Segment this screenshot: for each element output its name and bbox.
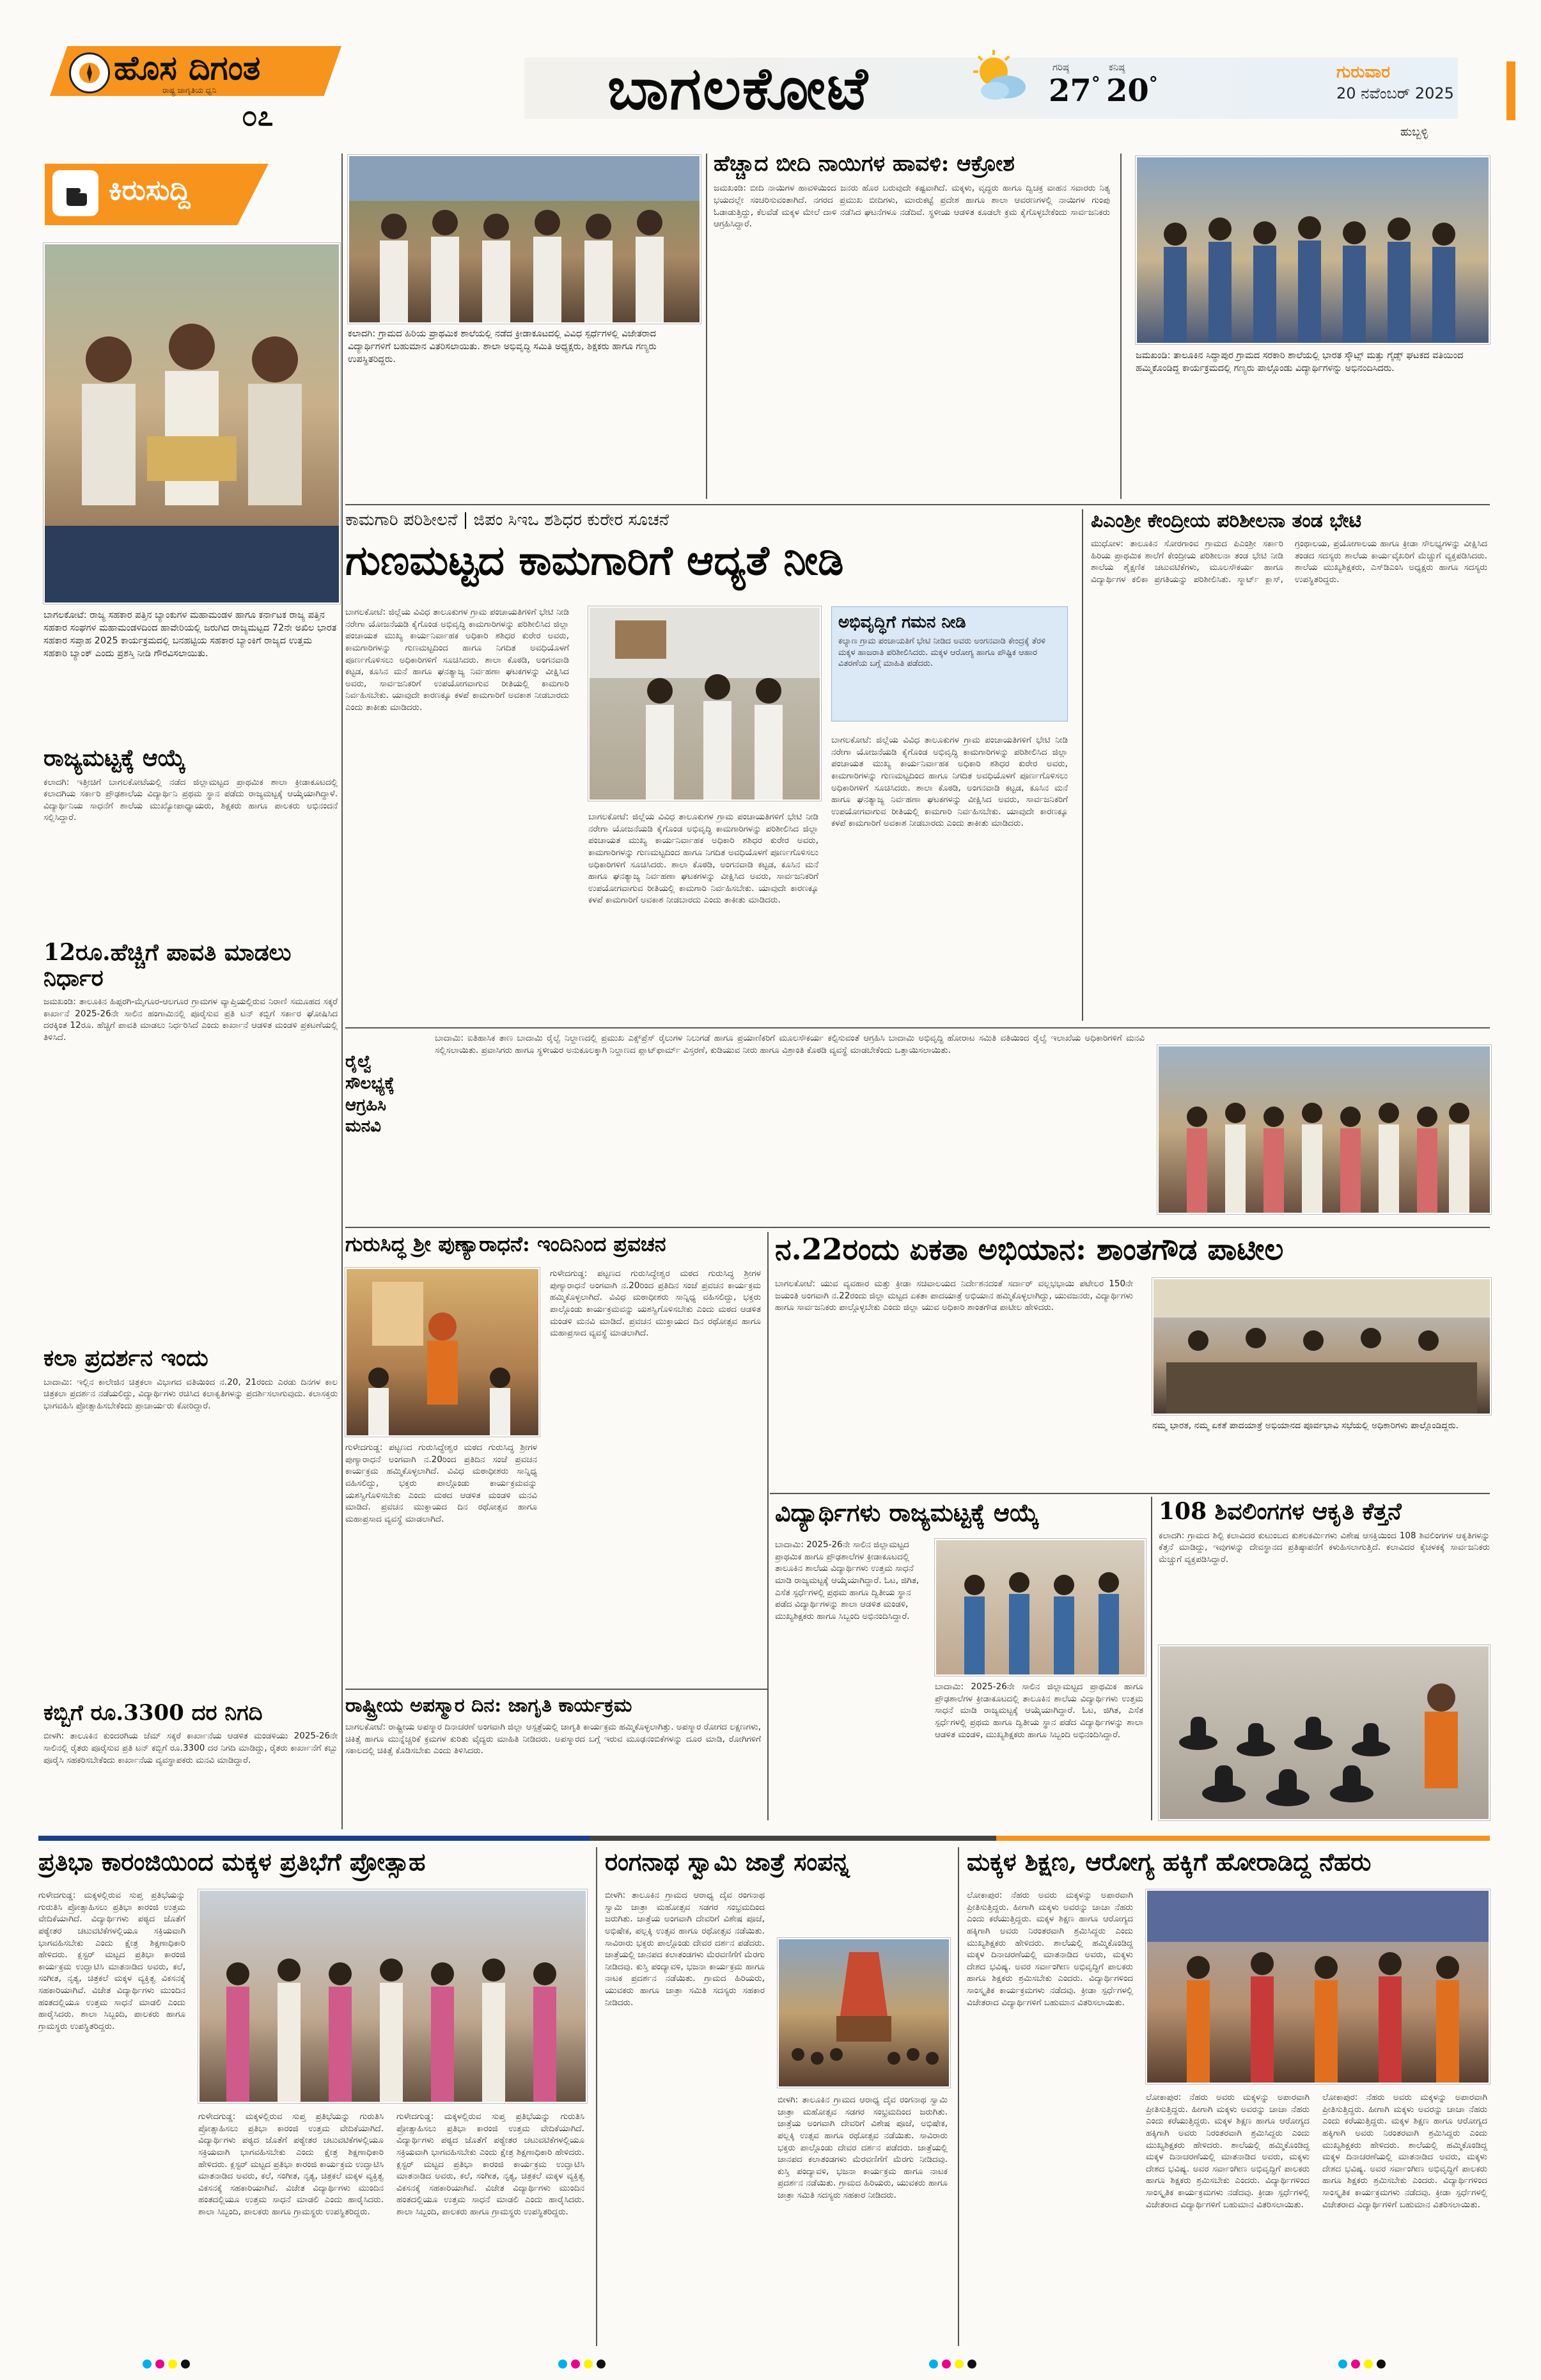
column-rule: [767, 1232, 769, 1820]
brief-2: [43, 940, 338, 1337]
school-photo-1: [348, 155, 701, 324]
epilepsy-story: [345, 1695, 761, 1823]
students-title: ವಿದ್ಯಾರ್ಥಿಗಳು ರಾಜ್ಯಮಟ್ಟಕ್ಕೆ ಆಯ್ಕೆ: [775, 1498, 1039, 1527]
degree-sign: °: [1091, 73, 1100, 94]
shivalinga-story: [1159, 1499, 1490, 1819]
orange-edge: [1506, 61, 1515, 120]
photo-caption-1: ಕಲಾದಗಿ: ಗ್ರಾಮದ ಹಿರಿಯ ಪ್ರಾಥಮಿಕ ಶಾಲೆಯಲ್ಲಿ ನಡೆದ ಕ್ರೀಡಾಕೂಟದಲ್ಲಿ ವಿವಿಧ ಸ್ಪರ್ಧೆಗಳಲ್ಲಿ ವಿಜೇತರಾದ ವಿದ್ಯಾರ್ಥಿಗಳಿಗೆ ಬಹುಮಾನ ವಿತರಿಸಲಾಯಿತು. ಶಾಲಾ ಅಭಿವೃದ್ಧಿ ಸಮಿತಿ ಅಧ್ಯಕ್ಷರು, ಶಿಕ್ಷಕರು ಹಾಗೂ ಗಣ್ಯರು ಉಪಸ್ಥಿತರಿದ್ದರು.: [348, 329, 657, 365]
shivalinga-photo: [1159, 1645, 1490, 1820]
bottom-photo-1: [198, 1889, 587, 2103]
bottom-text-cont: ಬೀಳಗಿ: ತಾಲೂಕಿನ ಗ್ರಾಮದ ಆರಾಧ್ಯ ದೈವ ರಂಗನಾಥ ಸ್ವಾಮಿ ಜಾತ್ರಾ ಮಹೋತ್ಸವ ಸಡಗರ ಸಂಭ್ರಮದಿಂದ ಜರುಗಿತು. ಜಾತ್ರೆಯ ಅಂಗವಾಗಿ ದೇವರಿಗೆ ವಿಶೇಷ ಪೂಜೆ, ಅಭಿಷೇಕ, ಪಲ್ಲಕ್ಕಿ ಉತ್ಸವ ಹಾಗೂ ರಥೋತ್ಸವ ನಡೆಯಿತು. ಸಾವಿರಾರು ಭಕ್ತರು ಪಾಲ್ಗೊಂಡು ದೇವರ ದರ್ಶನ ಪಡೆದರು. ಜಾತ್ರೆಯಲ್ಲಿ ಜಾನಪದ ಕಲಾತಂಡಗಳು ಮೆರವಣಿಗೆಗೆ ಮೆರಗು ನೀಡಿದವು. ಕುಸ್ತಿ ಪಂದ್ಯಾವಳಿ, ಭಜನಾ ಕಾರ್ಯಕ್ರಮ ಹಾಗೂ ನಾಟಕ ಪ್ರದರ್ಶನ ನಡೆಯಿತು. ಗ್ರಾಮದ ಹಿರಿಯರು, ಯುವಕರು ಹಾಗೂ ಜಾತ್ರಾ ಸಮಿತಿ ಸದಸ್ಯರು ಸಹಕಾರ ನೀಡಿದರು.: [778, 2095, 948, 2200]
bottom-title: ಪ್ರತಿಭಾ ಕಾರಂಜಿಯಿಂದ ಮಕ್ಕಳ ಪ್ರತಿಭೆಗೆ ಪ್ರೋತ್ಸಾಹ: [38, 1847, 426, 1876]
min-temp: [1106, 74, 1158, 108]
hand-point-icon: [52, 170, 98, 216]
lead-text-col-2: ಬಾಗಲಕೋಟೆ: ಜಿಲ್ಲೆಯ ವಿವಿಧ ತಾಲೂಕುಗಳ ಗ್ರಾಮ ಪಂಚಾಯತಿಗಳಿಗೆ ಭೇಟಿ ನೀಡಿ ನರೇಗಾ ಯೋಜನೆಯಡಿ ಕೈಗೊಂಡ ಅಭಿವೃದ್ಧಿ ಕಾಮಗಾರಿಗಳನ್ನು ಪರಿಶೀಲಿಸಿದ ಜಿಲ್ಲಾ ಪಂಚಾಯತ ಮುಖ್ಯ ಕಾರ್ಯನಿರ್ವಾಹಕ ಅಧಿಕಾರಿ ಶಶಿಧರ ಕುರೇರ ಅವರು, ಕಾಮಗಾರಿಗಳನ್ನು ಗುಣಮಟ್ಟದಿಂದ ಹಾಗೂ ನಿಗದಿತ ಅವಧಿಯೊಳಗೆ ಪೂರ್ಣಗೊಳಿಸಲು ಅಧಿಕಾರಿಗಳಿಗೆ ಸೂಚಿಸಿದರು. ಶಾಲಾ ಕೊಠಡಿ, ಅಂಗನವಾಡಿ ಕಟ್ಟಡ, ಕೂಸಿನ ಮನೆ ಹಾಗೂ ಘನತ್ಯಾಜ್ಯ ನಿರ್ವಹಣಾ ಘಟಕಗಳನ್ನು ವೀಕ್ಷಿಸಿದ ಅವರು, ಸಾರ್ವಜನಿಕರಿಗೆ ಉಪಯೋಗವಾಗುವ ರೀತಿಯಲ್ಲಿ ಕಾಮಗಾರಿ ನಿರ್ವಹಿಸಬೇಕು. ಯಾವುದೇ ಕಾರಣಕ್ಕೂ ಕಳಪೆ ಕಾಮಗಾರಿಗೆ ಅವಕಾಶ ನೀಡಬಾರದು ಎಂದು ತಾಕೀತು ಮಾಡಿದರು.: [588, 812, 818, 906]
epilepsy-title: ರಾಷ್ಟ್ರೀಯ ಅಪಸ್ಮಾರ ದಿನ: ಜಾಗೃತಿ ಕಾರ್ಯಕ್ರಮ: [345, 1694, 632, 1717]
brand-tagline: ರಾಷ್ಟ್ರ ಜಾಗೃತಿಯ ಧ್ವನಿ: [162, 86, 217, 95]
railway-story: [345, 1032, 1490, 1224]
guru-photo: [345, 1268, 540, 1437]
bottom-story-2: [605, 1848, 950, 2347]
photo-caption-2: ಜಮಖಂಡಿ: ತಾಲೂಕಿನ ಸಿದ್ಧಾಪುರ ಗ್ರಾಮದ ಸರಕಾರಿ ಶಾಲೆಯಲ್ಲಿ ಭಾರತ ಸ್ಕೌಟ್ಸ್ ಮತ್ತು ಗೈಡ್ಸ್ ಘಟಕದ ವತಿಯಿಂದ ಹಮ್ಮಿಕೊಂಡಿದ್ದ ಕಾರ್ಯಕ್ರಮದಲ್ಲಿ ಗಣ್ಯರು ಪಾಲ್ಗೊಂಡು ವಿದ್ಯಾರ್ಥಿಗಳನ್ನು ಅಭಿನಂದಿಸಿದರು.: [1136, 351, 1464, 374]
shivalinga-text: ಕಲಾದಗಿ: ಗ್ರಾಮದ ಶಿಲ್ಪಿ ಕಲಾವಿದರ ಕುಟುಂಬದ ಕುಶಲಕರ್ಮಿಗಳು ವಿಶೇಷ ಆಸಕ್ತಿಯಿಂದ 108 ಶಿವಲಿಂಗಗಳ ಆಕೃತಿಗಳನ್ನು ಕೆತ್ತನೆ ಮಾಡಿದ್ದು, ಇವುಗಳನ್ನು ದೇವಸ್ಥಾನದ ಪ್ರತಿಷ್ಠಾಪನೆಗೆ ಕಳುಹಿಸಲಾಗುತ್ತಿದೆ. ಕಲಾವಿದರ ಕೈಚಳಕಕ್ಕೆ ಸಾರ್ವಜನಿಕರು ಮೆಚ್ಚುಗೆ ವ್ಯಕ್ತಪಡಿಸಿದ್ದಾರೆ.: [1159, 1530, 1490, 1564]
students-text-cont: ಬಾದಾಮಿ: 2025-26ನೇ ಸಾಲಿನ ಜಿಲ್ಲಾಮಟ್ಟದ ಪ್ರಾಥಮಿಕ ಹಾಗೂ ಪ್ರೌಢಶಾಲೆಗಳ ಕ್ರೀಡಾಕೂಟದಲ್ಲಿ ತಾಲೂಕಿನ ಶಾಲೆಯ ವಿದ್ಯಾರ್ಥಿಗಳು ಉತ್ತಮ ಸಾಧನೆ ಮಾಡಿ ರಾಜ್ಯಮಟ್ಟಕ್ಕೆ ಆಯ್ಕೆಯಾಗಿದ್ದಾರೆ. ಓಟ, ಜಿಗಿತ, ಎಸೆತ ಸ್ಪರ್ಧೆಗಳಲ್ಲಿ ಪ್ರಥಮ ಹಾಗೂ ದ್ವಿತೀಯ ಸ್ಥಾನ ಪಡೆದ ವಿದ್ಯಾರ್ಥಿಗಳನ್ನು ಶಾಲಾ ಆಡಳಿತ ಮಂಡಳಿ, ಮುಖ್ಯಶಿಕ್ಷಕರು ಹಾಗೂ ಸಿಬ್ಬಂದಿ ಅಭಿನಂದಿಸಿದ್ದಾರೆ.: [935, 1682, 1143, 1740]
lead-title: ಗುಣಮಟ್ಟದ ಕಾಮಗಾರಿಗೆ ಆದ್ಯತೆ ನೀಡಿ: [345, 537, 844, 585]
column-rule: [1151, 1497, 1152, 1820]
section-rule: [345, 504, 1490, 505]
column-rule: [341, 154, 343, 1829]
award-photo: [43, 243, 340, 604]
degree-sign: °: [1148, 73, 1158, 94]
brief-1: [43, 746, 338, 931]
ekata-caption: ನಮ್ಮ ಭಾರತ, ನಮ್ಮ ಏಕತೆ ಪಾದಯಾತ್ರೆ ಅಭಿಯಾನದ ಪೂರ್ವಭಾವಿ ಸಭೆಯಲ್ಲಿ ಅಧಿಕಾರಿಗಳು ಪಾಲ್ಗೊಂಡಿದ್ದರು.: [1152, 1421, 1459, 1431]
weekday: ಗುರುವಾರ: [1336, 63, 1390, 82]
lead-kicker: ಕಾಮಗಾರಿ ಪರಿಶೀಲನೆ | ಜಿಪಂ ಸಿಇಒ ಶಶಿಧರ ಕುರೇರ ಸೂಚನೆ: [345, 510, 669, 530]
column-rule: [958, 1847, 959, 2346]
column-rule: [706, 154, 707, 499]
bottom-story-3: [967, 1848, 1490, 2347]
pmshri-text: ಮುಧೋಳ: ತಾಲೂಕಿನ ಸೋರಗಾಂವ ಗ್ರಾಮದ ಪಿಎಂಶ್ರೀ ಸರ್ಕಾರಿ ಹಿರಿಯ ಪ್ರಾಥಮಿಕ ಶಾಲೆಗೆ ಕೇಂದ್ರೀಯ ಪರಿಶೀಲನಾ ತಂಡ ಭೇಟಿ ನೀಡಿ ಶಾಲೆಯ ಶೈಕ್ಷಣಿಕ ಚಟುವಟಿಕೆಗಳು, ಮೂಲಸೌಕರ್ಯ ಹಾಗೂ ವಿದ್ಯಾರ್ಥಿಗಳ ಕಲಿಕಾ ಪ್ರಗತಿಯನ್ನು ಪರಿಶೀಲಿಸಿತು. ಸ್ಮಾರ್ಟ್ ಕ್ಲಾಸ್, ಗ್ರಂಥಾಲಯ, ಪ್ರಯೋಗಾಲಯ ಹಾಗೂ ಕ್ರೀಡಾ ಸೌಲಭ್ಯಗಳನ್ನು ವೀಕ್ಷಿಸಿದ ತಂಡದ ಸದಸ್ಯರು ಶಾಲೆಯ ಕಾರ್ಯವೈಖರಿಗೆ ಮೆಚ್ಚುಗೆ ವ್ಯಕ್ತಪಡಿಸಿದರು. ಶಾಲೆಯ ಮುಖ್ಯಶಿಕ್ಷಕರು, ಎಸ್‌ಡಿಎಂಸಿ ಅಧ್ಯಕ್ಷರು ಹಾಗೂ ಸದಸ್ಯರು ಉಪಸ್ಥಿತರಿದ್ದರು.: [1091, 539, 1487, 585]
bottom-text: ಲೋಕಾಪುರ: ನೆಹರು ಅವರು ಮಕ್ಕಳನ್ನು ಅಪಾರವಾಗಿ ಪ್ರೀತಿಸುತ್ತಿದ್ದರು. ಹೀಗಾಗಿ ಮಕ್ಕಳು ಅವರನ್ನು ಚಾಚಾ ನೆಹರು ಎಂದು ಕರೆಯುತ್ತಿದ್ದರು. ಮಕ್ಕಳ ಶಿಕ್ಷಣ ಹಾಗೂ ಆರೋಗ್ಯದ ಹಕ್ಕಿಗಾಗಿ ಅವರು ನಿರಂತರವಾಗಿ ಶ್ರಮಿಸಿದ್ದರು ಎಂದು ಮುಖ್ಯಶಿಕ್ಷಕರು ಹೇಳಿದರು. ಶಾಲೆಯಲ್ಲಿ ಹಮ್ಮಿಕೊಂಡಿದ್ದ ಮಕ್ಕಳ ದಿನಾಚರಣೆಯಲ್ಲಿ ಮಾತನಾಡಿದ ಅವರು, ಮಕ್ಕಳು ದೇಶದ ಭವಿಷ್ಯ. ಅವರ ಸರ್ವಾಂಗೀಣ ಅಭಿವೃದ್ಧಿಗೆ ಪಾಲಕರು ಹಾಗೂ ಶಿಕ್ಷಕರು ಶ್ರಮಿಸಬೇಕು ಎಂದರು. ವಿದ್ಯಾರ್ಥಿಗಳಿಂದ ಸಾಂಸ್ಕೃತಿಕ ಕಾರ್ಯಕ್ರಮಗಳು ನಡೆದವು. ಕ್ರೀಡಾ ಸ್ಪರ್ಧೆಗಳಲ್ಲಿ ವಿಜೇತರಾದ ವಿದ್ಯಾರ್ಥಿಗಳಿಗೆ ಬಹುಮಾನ ವಿತರಿಸಲಾಯಿತು.: [967, 1890, 1133, 2008]
brand-block: [50, 46, 341, 136]
registration-marks: [0, 2355, 1541, 2373]
masthead: [0, 0, 1541, 152]
brief-text: ಬೀಳಗಿ: ತಾಲೂಕಿನ ಕುಂದರಗಿಯ ಜೆಮ್ ಸಕ್ಕರೆ ಕಾರ್ಖಾನೆಯ ಆಡಳಿತ ಮಂಡಳಿಯು 2025-26ನೇ ಸಾಲಿನಲ್ಲಿ ರೈತರು ಪೂರೈಸುವ ಪ್ರತಿ ಟನ್ ಕಬ್ಬಿಗೆ ರೂ.3300 ದರ ನಿಗದಿ ಮಾಡಿದ್ದು, ರೈತರು ಕಾರ್ಖಾನೆಗೆ ಕಬ್ಬು ಪೂರೈಸಿ ಸಹಕರಿಸಬೇಕೆಂದು ಕಾರ್ಖಾನೆಯ ವ್ಯವಸ್ಥಾಪಕರು ಮನವಿ ಮಾಡಿದ್ದಾರೆ.: [43, 1731, 338, 1765]
max-temp: [1049, 74, 1100, 108]
students-photo: [935, 1539, 1146, 1676]
brand-logo-icon: [69, 52, 110, 93]
section-rule: [770, 1493, 1490, 1494]
guru-text-cont: ಗುಳೇದಗುಡ್ಡ: ಪಟ್ಟಣದ ಗುರುಸಿದ್ಧೇಶ್ವರ ಮಠದ ಗುರುಸಿದ್ಧ ಶ್ರೀಗಳ ಪುಣ್ಯಾರಾಧನೆ ಅಂಗವಾಗಿ ನ.20ರಿಂದ ಪ್ರತಿದಿನ ಸಂಜೆ ಪ್ರವಚನ ಕಾರ್ಯಕ್ರಮ ಹಮ್ಮಿಕೊಳ್ಳಲಾಗಿದೆ. ವಿವಿಧ ಮಠಾಧೀಶರು ಸಾನ್ನಿಧ್ಯ ವಹಿಸಲಿದ್ದು, ಭಕ್ತರು ಪಾಲ್ಗೊಂಡು ಕಾರ್ಯಕ್ರಮವನ್ನು ಯಶಸ್ವಿಗೊಳಿಸಬೇಕು ಎಂದು ಮಠದ ಆಡಳಿತ ಮಂಡಳಿ ಮನವಿ ಮಾಡಿದೆ. ಪ್ರವಚನ ಮುಕ್ತಾಯದ ದಿನ ರಥೋತ್ಸವ ಹಾಗೂ ಮಹಾಪ್ರಸಾದ ವ್ಯವಸ್ಥೆ ಮಾಡಲಾಗಿದೆ.: [550, 1268, 761, 1339]
bottom-text-cont-2: ಲೋಕಾಪುರ: ನೆಹರು ಅವರು ಮಕ್ಕಳನ್ನು ಅಪಾರವಾಗಿ ಪ್ರೀತಿಸುತ್ತಿದ್ದರು. ಹೀಗಾಗಿ ಮಕ್ಕಳು ಅವರನ್ನು ಚಾಚಾ ನೆಹರು ಎಂದು ಕರೆಯುತ್ತಿದ್ದರು. ಮಕ್ಕಳ ಶಿಕ್ಷಣ ಹಾಗೂ ಆರೋಗ್ಯದ ಹಕ್ಕಿಗಾಗಿ ಅವರು ನಿರಂತರವಾಗಿ ಶ್ರಮಿಸಿದ್ದರು ಎಂದು ಮುಖ್ಯಶಿಕ್ಷಕರು ಹೇಳಿದರು. ಶಾಲೆಯಲ್ಲಿ ಹಮ್ಮಿಕೊಂಡಿದ್ದ ಮಕ್ಕಳ ದಿನಾಚರಣೆಯಲ್ಲಿ ಮಾತನಾಡಿದ ಅವರು, ಮಕ್ಕಳು ದೇಶದ ಭವಿಷ್ಯ. ಅವರ ಸರ್ವಾಂಗೀಣ ಅಭಿವೃದ್ಧಿಗೆ ಪಾಲಕರು ಹಾಗೂ ಶಿಕ್ಷಕರು ಶ್ರಮಿಸಬೇಕು ಎಂದರು. ವಿದ್ಯಾರ್ಥಿಗಳಿಂದ ಸಾಂಸ್ಕೃತಿಕ ಕಾರ್ಯಕ್ರಮಗಳು ನಡೆದವು. ಕ್ರೀಡಾ ಸ್ಪರ್ಧೆಗಳಲ್ಲಿ ವಿಜೇತರಾದ ವಿದ್ಯಾರ್ಥಿಗಳಿಗೆ ಬಹುಮಾನ ವಿತರಿಸಲಾಯಿತು.: [1322, 2092, 1487, 2210]
issue-date: 20 ನವೆಂಬರ್ 2025: [1336, 84, 1454, 102]
edition-title: ಬಾಗಲಕೋಟೆ: [607, 54, 869, 123]
brand-name: ಹೊಸ ದಿಗಂತ: [114, 49, 261, 88]
shivalinga-title: 108 ಶಿವಲಿಂಗಗಳ ಆಕೃತಿ ಕೆತ್ತನೆ: [1159, 1498, 1402, 1525]
min-temp-label: ಕನಿಷ್ಠ: [1109, 61, 1125, 73]
dog-story-title: ಹೆಚ್ಚಾದ ಬೀದಿ ನಾಯಿಗಳ ಹಾವಳಿ: ಆಕ್ರೋಶ: [714, 151, 1015, 177]
railway-label: ರೈಲ್ವೆ ಸೌಲಭ್ಯಕ್ಕೆ ಆಗ್ರಹಿಸಿ ಮನವಿ: [345, 1052, 395, 1137]
bottom-text: ಬೀಳಗಿ: ತಾಲೂಕಿನ ಗ್ರಾಮದ ಆರಾಧ್ಯ ದೈವ ರಂಗನಾಥ ಸ್ವಾಮಿ ಜಾತ್ರಾ ಮಹೋತ್ಸವ ಸಡಗರ ಸಂಭ್ರಮದಿಂದ ಜರುಗಿತು. ಜಾತ್ರೆಯ ಅಂಗವಾಗಿ ದೇವರಿಗೆ ವಿಶೇಷ ಪೂಜೆ, ಅಭಿಷೇಕ, ಪಲ್ಲಕ್ಕಿ ಉತ್ಸವ ಹಾಗೂ ರಥೋತ್ಸವ ನಡೆಯಿತು. ಸಾವಿರಾರು ಭಕ್ತರು ಪಾಲ್ಗೊಂಡು ದೇವರ ದರ್ಶನ ಪಡೆದರು. ಜಾತ್ರೆಯಲ್ಲಿ ಜಾನಪದ ಕಲಾತಂಡಗಳು ಮೆರವಣಿಗೆಗೆ ಮೆರಗು ನೀಡಿದವು. ಕುಸ್ತಿ ಪಂದ್ಯಾವಳಿ, ಭಜನಾ ಕಾರ್ಯಕ್ರಮ ಹಾಗೂ ನಾಟಕ ಪ್ರದರ್ಶನ ನಡೆಯಿತು. ಗ್ರಾಮದ ಹಿರಿಯರು, ಯುವಕರು ಹಾಗೂ ಜಾತ್ರಾ ಸಮಿತಿ ಸದಸ್ಯರು ಸಹಕಾರ ನೀಡಿದರು.: [605, 1890, 765, 2008]
bottom-band: [38, 1836, 1490, 1841]
railway-text: ಬಾದಾಮಿ: ಐತಿಹಾಸಿಕ ತಾಣ ಬಾದಾಮಿ ರೈಲ್ವೆ ನಿಲ್ದಾಣದಲ್ಲಿ ಪ್ರಮುಖ ಎಕ್ಸ್‌ಪ್ರೆಸ್ ರೈಲುಗಳ ನಿಲುಗಡೆ ಹಾಗೂ ಪ್ರಯಾಣಿಕರಿಗೆ ಮೂಲಸೌಕರ್ಯ ಕಲ್ಪಿಸುವಂತೆ ಆಗ್ರಹಿಸಿ ಬಾದಾಮಿ ಅಭಿವೃದ್ಧಿ ಹೋರಾಟ ಸಮಿತಿ ವತಿಯಿಂದ ರೈಲ್ವೆ ಇಲಾಖೆಯ ಅಧಿಕಾರಿಗಳಿಗೆ ಮನವಿ ಸಲ್ಲಿಸಲಾಯಿತು. ಪ್ರವಾಸಿಗರು ಹಾಗೂ ಸ್ಥಳೀಯರ ಅನುಕೂಲಕ್ಕಾಗಿ ನಿಲ್ದಾಣದ ಪ್ಲಾಟ್‌ಫಾರ್ಮ್ ವಿಸ್ತರಣೆ, ಕುಡಿಯುವ ನೀರು ಹಾಗೂ ವಿಶ್ರಾಂತಿ ಕೊಠಡಿ ವ್ಯವಸ್ಥೆ ಮಾಡಬೇಕೆಂದು ಒತ್ತಾಯಿಸಲಾಯಿತು.: [435, 1033, 1145, 1055]
lead-story: [345, 510, 1074, 1022]
ekata-text: ಬಾಗಲಕೋಟೆ: ಯುವ ವ್ಯವಹಾರ ಮತ್ತು ಕ್ರೀಡಾ ಸಚಿವಾಲಯದ ನಿರ್ದೇಶನದಂತೆ ಸರ್ದಾರ್ ವಲ್ಲಭಭಾಯಿ ಪಟೇಲರ 150ನೇ ಜಯಂತಿ ಅಂಗವಾಗಿ ನ.22ರಂದು ಜಿಲ್ಲಾ ಮಟ್ಟದ ಏಕತಾ ಪಾದಯಾತ್ರೆ ಅಭಿಯಾನ ಹಮ್ಮಿಕೊಳ್ಳಲಾಗಿದ್ದು, ಯುವಜನರು, ವಿದ್ಯಾರ್ಥಿಗಳು ಹಾಗೂ ಸಾರ್ವಜನಿಕರು ಪಾಲ್ಗೊಳ್ಳಬೇಕು ಎಂದು ಜಿಲ್ಲಾ ಯುವ ಅಧಿಕಾರಿ ಶಾಂತಗೌಡ ಪಾಟೀಲ ಹೇಳಿದರು.: [775, 1279, 1133, 1313]
kirusuddi-label: ಕಿರುಸುದ್ದಿ: [109, 174, 191, 207]
pmshri-story: [1091, 510, 1487, 1022]
ekata-story: [775, 1233, 1490, 1489]
guru-story: [345, 1233, 761, 1681]
column-rule: [596, 1847, 597, 2346]
lead-text-col-3: ಬಾಗಲಕೋಟೆ: ಜಿಲ್ಲೆಯ ವಿವಿಧ ತಾಲೂಕುಗಳ ಗ್ರಾಮ ಪಂಚಾಯತಿಗಳಿಗೆ ಭೇಟಿ ನೀಡಿ ನರೇಗಾ ಯೋಜನೆಯಡಿ ಕೈಗೊಂಡ ಅಭಿವೃದ್ಧಿ ಕಾಮಗಾರಿಗಳನ್ನು ಪರಿಶೀಲಿಸಿದ ಜಿಲ್ಲಾ ಪಂಚಾಯತ ಮುಖ್ಯ ಕಾರ್ಯನಿರ್ವಾಹಕ ಅಧಿಕಾರಿ ಶಶಿಧರ ಕುರೇರ ಅವರು, ಕಾಮಗಾರಿಗಳನ್ನು ಗುಣಮಟ್ಟದಿಂದ ಹಾಗೂ ನಿಗದಿತ ಅವಧಿಯೊಳಗೆ ಪೂರ್ಣಗೊಳಿಸಲು ಅಧಿಕಾರಿಗಳಿಗೆ ಸೂಚಿಸಿದರು. ಶಾಲಾ ಕೊಠಡಿ, ಅಂಗನವಾಡಿ ಕಟ್ಟಡ, ಕೂಸಿನ ಮನೆ ಹಾಗೂ ಘನತ್ಯಾಜ್ಯ ನಿರ್ವಹಣಾ ಘಟಕಗಳನ್ನು ವೀಕ್ಷಿಸಿದ ಅವರು, ಸಾರ್ವಜನಿಕರಿಗೆ ಉಪಯೋಗವಾಗುವ ರೀತಿಯಲ್ಲಿ ಕಾಮಗಾರಿ ನಿರ್ವಹಿಸಬೇಕು. ಯಾವುದೇ ಕಾರಣಕ್ಕೂ ಕಳಪೆ ಕಾಮಗಾರಿಗೆ ಅವಕಾಶ ನೀಡಬಾರದು ಎಂದು ತಾಕೀತು ಮಾಡಿದರು.: [831, 735, 1068, 829]
column-rule: [1120, 154, 1122, 499]
scouts-photo: [1136, 156, 1490, 344]
bottom-title: ಮಕ್ಕಳ ಶಿಕ್ಷಣ, ಆರೋಗ್ಯ ಹಕ್ಕಿಗೆ ಹೋರಾಡಿದ್ದ ನೆಹರು: [967, 1847, 1372, 1876]
section-rule: [345, 1689, 767, 1690]
pmshri-title: ಪಿಎಂಶ್ರೀ ಕೇಂದ್ರೀಯ ಪರಿಶೀಲನಾ ತಂಡ ಭೇಟಿ: [1091, 510, 1362, 532]
section-rule: [345, 1227, 1490, 1228]
bottom-story-1: [38, 1848, 588, 2347]
lead-text-col-1: ಬಾಗಲಕೋಟೆ: ಜಿಲ್ಲೆಯ ವಿವಿಧ ತಾಲೂಕುಗಳ ಗ್ರಾಮ ಪಂಚಾಯತಿಗಳಿಗೆ ಭೇಟಿ ನೀಡಿ ನರೇಗಾ ಯೋಜನೆಯಡಿ ಕೈಗೊಂಡ ಅಭಿವೃದ್ಧಿ ಕಾಮಗಾರಿಗಳನ್ನು ಪರಿಶೀಲಿಸಿದ ಜಿಲ್ಲಾ ಪಂಚಾಯತ ಮುಖ್ಯ ಕಾರ್ಯನಿರ್ವಾಹಕ ಅಧಿಕಾರಿ ಶಶಿಧರ ಕುರೇರ ಅವರು, ಕಾಮಗಾರಿಗಳನ್ನು ಗುಣಮಟ್ಟದಿಂದ ಹಾಗೂ ನಿಗದಿತ ಅವಧಿಯೊಳಗೆ ಪೂರ್ಣಗೊಳಿಸಲು ಅಧಿಕಾರಿಗಳಿಗೆ ಸೂಚಿಸಿದರು. ಶಾಲಾ ಕೊಠಡಿ, ಅಂಗನವಾಡಿ ಕಟ್ಟಡ, ಕೂಸಿನ ಮನೆ ಹಾಗೂ ಘನತ್ಯಾಜ್ಯ ನಿರ್ವಹಣಾ ಘಟಕಗಳನ್ನು ವೀಕ್ಷಿಸಿದ ಅವರು, ಸಾರ್ವಜನಿಕರಿಗೆ ಉಪಯೋಗವಾಗುವ ರೀತಿಯಲ್ಲಿ ಕಾಮಗಾರಿ ನಿರ್ವಹಿಸಬೇಕು. ಯಾವುದೇ ಕಾರಣಕ್ಕೂ ಕಳಪೆ ಕಾಮಗಾರಿಗೆ ಅವಕಾಶ ನೀಡಬಾರದು ಎಂದು ತಾಕೀತು ಮಾಡಿದರು.: [345, 607, 569, 713]
bottom-text-cont: ಲೋಕಾಪುರ: ನೆಹರು ಅವರು ಮಕ್ಕಳನ್ನು ಅಪಾರವಾಗಿ ಪ್ರೀತಿಸುತ್ತಿದ್ದರು. ಹೀಗಾಗಿ ಮಕ್ಕಳು ಅವರನ್ನು ಚಾಚಾ ನೆಹರು ಎಂದು ಕರೆಯುತ್ತಿದ್ದರು. ಮಕ್ಕಳ ಶಿಕ್ಷಣ ಹಾಗೂ ಆರೋಗ್ಯದ ಹಕ್ಕಿಗಾಗಿ ಅವರು ನಿರಂತರವಾಗಿ ಶ್ರಮಿಸಿದ್ದರು ಎಂದು ಮುಖ್ಯಶಿಕ್ಷಕರು ಹೇಳಿದರು. ಶಾಲೆಯಲ್ಲಿ ಹಮ್ಮಿಕೊಂಡಿದ್ದ ಮಕ್ಕಳ ದಿನಾಚರಣೆಯಲ್ಲಿ ಮಾತನಾಡಿದ ಅವರು, ಮಕ್ಕಳು ದೇಶದ ಭವಿಷ್ಯ. ಅವರ ಸರ್ವಾಂಗೀಣ ಅಭಿವೃದ್ಧಿಗೆ ಪಾಲಕರು ಹಾಗೂ ಶಿಕ್ಷಕರು ಶ್ರಮಿಸಬೇಕು ಎಂದರು. ವಿದ್ಯಾರ್ಥಿಗಳಿಂದ ಸಾಂಸ್ಕೃತಿಕ ಕಾರ್ಯಕ್ರಮಗಳು ನಡೆದವು. ಕ್ರೀಡಾ ಸ್ಪರ್ಧೆಗಳಲ್ಲಿ ವಿಜೇತರಾದ ವಿದ್ಯಾರ್ಥಿಗಳಿಗೆ ಬಹುಮಾನ ವಿತರಿಸಲಾಯಿತು.: [1146, 2092, 1310, 2210]
railway-photo: [1157, 1045, 1491, 1214]
brief-text: ಜಮಖಂಡಿ: ತಾಲೂಕಿನ ಹಿಪ್ಪರಗಿ-ಮೈಗೂರ-ಆಲಗೂರ ಗ್ರಾಮಗಳ ವ್ಯಾಪ್ತಿಯಲ್ಲಿರುವ ನಿರಾಣಿ ಸಮೂಹದ ಸಕ್ಕರೆ ಕಾರ್ಖಾನೆ 2025-26ನೇ ಸಾಲಿನ ಹಂಗಾಮಿನಲ್ಲಿ ಪೂರೈಸುವ ಪ್ರತಿ ಟನ್ ಕಬ್ಬಿಗೆ ಸರ್ಕಾರ ಘೋಷಿಸಿದ ದರಕ್ಕಿಂತ 12ರೂ. ಹೆಚ್ಚಿಗೆ ಪಾವತಿ ಮಾಡಲು ನಿರ್ಧರಿಸಿದೆ ಎಂದು ಕಾರ್ಖಾನೆ ಆಡಳಿತ ಮಂಡಳಿ ಪ್ರಕಟಣೆಯಲ್ಲಿ ತಿಳಿಸಿದೆ.: [43, 997, 338, 1043]
lead-highlight-box: [831, 606, 1068, 721]
place: ಹುಬ್ಬಳ್ಳಿ: [1400, 125, 1428, 139]
guru-text: ಗುಳೇದಗುಡ್ಡ: ಪಟ್ಟಣದ ಗುರುಸಿದ್ಧೇಶ್ವರ ಮಠದ ಗುರುಸಿದ್ಧ ಶ್ರೀಗಳ ಪುಣ್ಯಾರಾಧನೆ ಅಂಗವಾಗಿ ನ.20ರಿಂದ ಪ್ರತಿದಿನ ಸಂಜೆ ಪ್ರವಚನ ಕಾರ್ಯಕ್ರಮ ಹಮ್ಮಿಕೊಳ್ಳಲಾಗಿದೆ. ವಿವಿಧ ಮಠಾಧೀಶರು ಸಾನ್ನಿಧ್ಯ ವಹಿಸಲಿದ್ದು, ಭಕ್ತರು ಪಾಲ್ಗೊಂಡು ಕಾರ್ಯಕ್ರಮವನ್ನು ಯಶಸ್ವಿಗೊಳಿಸಬೇಕು ಎಂದು ಮಠದ ಆಡಳಿತ ಮಂಡಳಿ ಮನವಿ ಮಾಡಿದೆ. ಪ್ರವಚನ ಮುಕ್ತಾಯದ ದಿನ ರಥೋತ್ಸವ ಹಾಗೂ ಮಹಾಪ್ರಸಾದ ವ್ಯವಸ್ಥೆ ಮಾಡಲಾಗಿದೆ.: [345, 1442, 537, 1524]
brief-title: ಕಬ್ಬಿಗೆ ರೂ.3300 ದರ ನಿಗದಿ: [43, 1700, 263, 1726]
column-rule: [1082, 509, 1083, 1021]
max-temp-value: 27: [1049, 73, 1091, 109]
bottom-text: ಗುಳೇದಗುಡ್ಡ: ಮಕ್ಕಳಲ್ಲಿರುವ ಸುಪ್ತ ಪ್ರತಿಭೆಯನ್ನು ಗುರುತಿಸಿ ಪ್ರೋತ್ಸಾಹಿಸಲು ಪ್ರತಿಭಾ ಕಾರಂಜಿ ಉತ್ತಮ ವೇದಿಕೆಯಾಗಿದೆ. ವಿದ್ಯಾರ್ಥಿಗಳು ಪಠ್ಯದ ಜೊತೆಗೆ ಪಠ್ಯೇತರ ಚಟುವಟಿಕೆಗಳಲ್ಲಿಯೂ ಸಕ್ರಿಯವಾಗಿ ಭಾಗವಹಿಸಬೇಕು ಎಂದು ಕ್ಷೇತ್ರ ಶಿಕ್ಷಣಾಧಿಕಾರಿ ಹೇಳಿದರು. ಕ್ಲಸ್ಟರ್ ಮಟ್ಟದ ಪ್ರತಿಭಾ ಕಾರಂಜಿ ಕಾರ್ಯಕ್ರಮ ಉದ್ಘಾಟಿಸಿ ಮಾತನಾಡಿದ ಅವರು, ಕಲೆ, ಸಂಗೀತ, ನೃತ್ಯ, ಚಿತ್ರಕಲೆ ಮಕ್ಕಳ ವ್ಯಕ್ತಿತ್ವ ವಿಕಸನಕ್ಕೆ ಸಹಕಾರಿಯಾಗಿವೆ. ವಿಜೇತ ವಿದ್ಯಾರ್ಥಿಗಳು ಮುಂದಿನ ಹಂತದಲ್ಲಿಯೂ ಉತ್ತಮ ಸಾಧನೆ ಮಾಡಲಿ ಎಂದು ಹಾರೈಸಿದರು. ಶಾಲಾ ಸಿಬ್ಬಂದಿ, ಪಾಲಕರು ಹಾಗೂ ಗ್ರಾಮಸ್ಥರು ಉಪಸ್ಥಿತರಿದ್ದರು.: [38, 1890, 185, 2031]
ekata-title: ನ.22ರಂದು ಏಕತಾ ಅಭಿಯಾನ: ಶಾಂತಗೌಡ ಪಾಟೀಲ: [775, 1232, 1284, 1266]
students-story: [775, 1499, 1146, 1819]
bottom-text-cont: ಗುಳೇದಗುಡ್ಡ: ಮಕ್ಕಳಲ್ಲಿರುವ ಸುಪ್ತ ಪ್ರತಿಭೆಯನ್ನು ಗುರುತಿಸಿ ಪ್ರೋತ್ಸಾಹಿಸಲು ಪ್ರತಿಭಾ ಕಾರಂಜಿ ಉತ್ತಮ ವೇದಿಕೆಯಾಗಿದೆ. ವಿದ್ಯಾರ್ಥಿಗಳು ಪಠ್ಯದ ಜೊತೆಗೆ ಪಠ್ಯೇತರ ಚಟುವಟಿಕೆಗಳಲ್ಲಿಯೂ ಸಕ್ರಿಯವಾಗಿ ಭಾಗವಹಿಸಬೇಕು ಎಂದು ಕ್ಷೇತ್ರ ಶಿಕ್ಷಣಾಧಿಕಾರಿ ಹೇಳಿದರು. ಕ್ಲಸ್ಟರ್ ಮಟ್ಟದ ಪ್ರತಿಭಾ ಕಾರಂಜಿ ಕಾರ್ಯಕ್ರಮ ಉದ್ಘಾಟಿಸಿ ಮಾತನಾಡಿದ ಅವರು, ಕಲೆ, ಸಂಗೀತ, ನೃತ್ಯ, ಚಿತ್ರಕಲೆ ಮಕ್ಕಳ ವ್ಯಕ್ತಿತ್ವ ವಿಕಸನಕ್ಕೆ ಸಹಕಾರಿಯಾಗಿವೆ. ವಿಜೇತ ವಿದ್ಯಾರ್ಥಿಗಳು ಮುಂದಿನ ಹಂತದಲ್ಲಿಯೂ ಉತ್ತಮ ಸಾಧನೆ ಮಾಡಲಿ ಎಂದು ಹಾರೈಸಿದರು. ಶಾಲಾ ಸಿಬ್ಬಂದಿ, ಪಾಲಕರು ಹಾಗೂ ಗ್ರಾಮಸ್ಥರು ಉಪಸ್ಥಿತರಿದ್ದರು.: [198, 2111, 384, 2217]
lead-photo: [588, 606, 821, 801]
brief-text: ಬಾದಾಮಿ: ಇಲ್ಲಿನ ಕಾಲೇಜಿನ ಚಿತ್ರಕಲಾ ವಿಭಾಗದ ವತಿಯಿಂದ ನ.20, 21ರಂದು ಎರಡು ದಿನಗಳ ಕಾಲ ಚಿತ್ರಕಲಾ ಪ್ರದರ್ಶನ ನಡೆಯಲಿದ್ದು, ವಿದ್ಯಾರ್ಥಿಗಳು ರಚಿಸಿದ ಕಲಾಕೃತಿಗಳನ್ನು ಪ್ರದರ್ಶಿಸಲಾಗುವುದು. ಕಲಾಸಕ್ತರು ಭಾಗವಹಿಸಿ ಪ್ರೋತ್ಸಾಹಿಸಬೇಕೆಂದು ಪ್ರಾಚಾರ್ಯರು ಕೋರಿದ್ದಾರೆ.: [43, 1376, 338, 1411]
epilepsy-text: ಬಾಗಲಕೋಟೆ: ರಾಷ್ಟ್ರೀಯ ಅಪಸ್ಮಾರ ದಿನಾಚರಣೆ ಅಂಗವಾಗಿ ಜಿಲ್ಲಾ ಆಸ್ಪತ್ರೆಯಲ್ಲಿ ಜಾಗೃತಿ ಕಾರ್ಯಕ್ರಮ ಹಮ್ಮಿಕೊಳ್ಳಲಾಗಿತ್ತು. ಅಪಸ್ಮಾರ ರೋಗದ ಲಕ್ಷಣಗಳು, ಚಿಕಿತ್ಸೆ ಹಾಗೂ ಮುನ್ನೆಚ್ಚರಿಕೆ ಕ್ರಮಗಳ ಕುರಿತು ವೈದ್ಯರು ಮಾಹಿತಿ ನೀಡಿದರು. ಅಪಸ್ಮಾರದ ಬಗ್ಗೆ ಇರುವ ಮೂಢನಂಬಿಕೆಗಳನ್ನು ದೂರ ಮಾಡಿ, ರೋಗಿಗಳಿಗೆ ಸಕಾಲದಲ್ಲಿ ಚಿಕಿತ್ಸೆ ಕೊಡಿಸಬೇಕು ಎಂದು ತಿಳಿಸಿದರು.: [345, 1722, 761, 1756]
ekata-photo: [1152, 1278, 1491, 1415]
dog-story-text: ಜಮಖಂಡಿ: ಬೀದಿ ನಾಯಿಗಳ ಹಾವಳಿಯಿಂದ ಜನರು ಹೊರ ಬರುವುದೇ ಕಷ್ಟವಾಗಿದೆ. ಮಕ್ಕಳು, ವೃದ್ಧರು ಹಾಗೂ ದ್ವಿಚಕ್ರ ವಾಹನ ಸವಾರರು ನಿತ್ಯ ಭಯದಲ್ಲೇ ಸಂಚರಿಸುವಂತಾಗಿದೆ. ನಗರದ ಪ್ರಮುಖ ಬೀದಿಗಳು, ಮಾರುಕಟ್ಟೆ ಪ್ರದೇಶ ಹಾಗೂ ಶಾಲಾ ಆವರಣಗಳಲ್ಲಿ ನಾಯಿಗಳ ಗುಂಪು ಓಡಾಡುತ್ತಿದ್ದು, ಕೆಲವೆಡೆ ಮಕ್ಕಳ ಮೇಲೆ ದಾಳಿ ನಡೆಸಿದ ಘಟನೆಗಳೂ ನಡೆದಿವೆ. ಸ್ಥಳೀಯ ಆಡಳಿತ ಕೂಡಲೇ ಕ್ರಮ ಕೈಗೊಳ್ಳಬೇಕೆಂದು ಸಾರ್ವಜನಿಕರು ಆಗ್ರಹಿಸಿದ್ದಾರೆ.: [714, 183, 1110, 230]
guru-title: ಗುರುಸಿದ್ಧ ಶ್ರೀ ಪುಣ್ಯಾರಾಧನೆ: ಇಂದಿನಿಂದ ಪ್ರವಚನ: [345, 1232, 666, 1256]
students-text: ಬಾದಾಮಿ: 2025-26ನೇ ಸಾಲಿನ ಜಿಲ್ಲಾಮಟ್ಟದ ಪ್ರಾಥಮಿಕ ಹಾಗೂ ಪ್ರೌಢಶಾಲೆಗಳ ಕ್ರೀಡಾಕೂಟದಲ್ಲಿ ತಾಲೂಕಿನ ಶಾಲೆಯ ವಿದ್ಯಾರ್ಥಿಗಳು ಉತ್ತಮ ಸಾಧನೆ ಮಾಡಿ ರಾಜ್ಯಮಟ್ಟಕ್ಕೆ ಆಯ್ಕೆಯಾಗಿದ್ದಾರೆ. ಓಟ, ಜಿಗಿತ, ಎಸೆತ ಸ್ಪರ್ಧೆಗಳಲ್ಲಿ ಪ್ರಥಮ ಹಾಗೂ ದ್ವಿತೀಯ ಸ್ಥಾನ ಪಡೆದ ವಿದ್ಯಾರ್ಥಿಗಳನ್ನು ಶಾಲಾ ಆಡಳಿತ ಮಂಡಳಿ, ಮುಖ್ಯಶಿಕ್ಷಕರು ಹಾಗೂ ಸಿಬ್ಬಂದಿ ಅಭಿನಂದಿಸಿದ್ದಾರೆ.: [775, 1540, 919, 1621]
highlight-text: ಕಲ್ಯಾಣ ಗ್ರಾಮ ಪಂಚಾಯತಿಗೆ ಭೇಟಿ ನೀಡಿದ ಅವರು ಅಂಗನವಾಡಿ ಕೇಂದ್ರಕ್ಕೆ ತೆರಳಿ ಮಕ್ಕಳ ಹಾಜರಾತಿ ಪರಿಶೀಲಿಸಿದರು. ಮಕ್ಕಳ ಆರೋಗ್ಯ ಹಾಗೂ ಪೌಷ್ಟಿಕ ಆಹಾರ ವಿತರಣೆಯ ಬಗ್ಗೆ ಮಾಹಿತಿ ಪಡೆದರು.: [838, 636, 1046, 669]
page-number: ೦೭: [242, 100, 274, 132]
award-caption: ಬಾಗಲಕೋಟೆ: ರಾಜ್ಯ ಸಹಕಾರ ಪತ್ತಿನ ಬ್ಯಾಂಕುಗಳ ಮಹಾಮಂಡಳ ಹಾಗೂ ಕರ್ನಾಟಕ ರಾಜ್ಯ ಪತ್ತಿನ ಸಹಕಾರ ಸಂಘಗಳ ಮಹಾಮಂಡಳದಿಂದ ಹಾವೇರಿಯಲ್ಲಿ ಜರುಗಿದ ರಾಜ್ಯಮಟ್ಟದ 72ನೇ ಅಖಿಲ ಭಾರತ ಸಹಕಾರ ಸಪ್ತಾಹ 2025 ಕಾರ್ಯಕ್ರಮದಲ್ಲಿ ಬನಹಟ್ಟಿಯ ಸಹಕಾರ ಬ್ಯಾಂಕಿಗೆ ರಾಜ್ಯದ ಉತ್ತಮ ಸಹಕಾರಿ ಬ್ಯಾಂಕ್ ಎಂದು ಪ್ರಶಸ್ತಿ ನೀಡಿ ಗೌರವಿಸಲಾಯಿತು.: [43, 610, 337, 659]
bottom-title: ರಂಗನಾಥ ಸ್ವಾಮಿ ಜಾತ್ರೆ ಸಂಪನ್ನ: [605, 1847, 850, 1876]
bottom-photo-3: [1146, 1889, 1490, 2084]
section-rule: [345, 1027, 1490, 1028]
bottom-photo-2: [778, 1938, 950, 2088]
min-temp-value: 20: [1106, 73, 1149, 109]
dog-story: [714, 152, 1110, 498]
bottom-text-cont-2: ಗುಳೇದಗುಡ್ಡ: ಮಕ್ಕಳಲ್ಲಿರುವ ಸುಪ್ತ ಪ್ರತಿಭೆಯನ್ನು ಗುರುತಿಸಿ ಪ್ರೋತ್ಸಾಹಿಸಲು ಪ್ರತಿಭಾ ಕಾರಂಜಿ ಉತ್ತಮ ವೇದಿಕೆಯಾಗಿದೆ. ವಿದ್ಯಾರ್ಥಿಗಳು ಪಠ್ಯದ ಜೊತೆಗೆ ಪಠ್ಯೇತರ ಚಟುವಟಿಕೆಗಳಲ್ಲಿಯೂ ಸಕ್ರಿಯವಾಗಿ ಭಾಗವಹಿಸಬೇಕು ಎಂದು ಕ್ಷೇತ್ರ ಶಿಕ್ಷಣಾಧಿಕಾರಿ ಹೇಳಿದರು. ಕ್ಲಸ್ಟರ್ ಮಟ್ಟದ ಪ್ರತಿಭಾ ಕಾರಂಜಿ ಕಾರ್ಯಕ್ರಮ ಉದ್ಘಾಟಿಸಿ ಮಾತನಾಡಿದ ಅವರು, ಕಲೆ, ಸಂಗೀತ, ನೃತ್ಯ, ಚಿತ್ರಕಲೆ ಮಕ್ಕಳ ವ್ಯಕ್ತಿತ್ವ ವಿಕಸನಕ್ಕೆ ಸಹಕಾರಿಯಾಗಿವೆ. ವಿಜೇತ ವಿದ್ಯಾರ್ಥಿಗಳು ಮುಂದಿನ ಹಂತದಲ್ಲಿಯೂ ಉತ್ತಮ ಸಾಧನೆ ಮಾಡಲಿ ಎಂದು ಹಾರೈಸಿದರು. ಶಾಲಾ ಸಿಬ್ಬಂದಿ, ಪಾಲಕರು ಹಾಗೂ ಗ್ರಾಮಸ್ಥರು ಉಪಸ್ಥಿತರಿದ್ದರು.: [396, 2111, 584, 2217]
kirusuddi-column: [38, 154, 344, 1829]
max-temp-label: ಗರಿಷ್ಠ: [1052, 61, 1070, 73]
brief-title: ರಾಜ್ಯಮಟ್ಟಕ್ಕೆ ಆಯ್ಕೆ: [43, 745, 186, 771]
brief-text: ಕಲಾದಗಿ: ಇತ್ತೀಚಿಗೆ ಬಾಗಲಕೋಟೆಯಲ್ಲಿ ನಡೆದ ಜಿಲ್ಲಾಮಟ್ಟದ ಪ್ರಾಥಮಿಕ ಶಾಲಾ ಕ್ರೀಡಾಕೂಟದಲ್ಲಿ ಕಲಾದಗಿಯ ಸರ್ಕಾರಿ ಪ್ರೌಢಶಾಲೆಯ ವಿದ್ಯಾರ್ಥಿನಿ ಪ್ರಥಮ ಸ್ಥಾನ ಪಡೆದು ರಾಜ್ಯಮಟ್ಟಕ್ಕೆ ಆಯ್ಕೆಯಾಗಿದ್ದಾಳೆ. ವಿದ್ಯಾರ್ಥಿನಿಯ ಸಾಧನೆಗೆ ಶಾಲೆಯ ಮುಖ್ಯೋಪಾಧ್ಯಾಯರು, ಶಿಕ್ಷಕರು ಹಾಗೂ ಪಾಲಕರು ಅಭಿನಂದನೆ ಸಲ್ಲಿಸಿದ್ದಾರೆ.: [43, 776, 338, 823]
weather-icon: [967, 46, 1031, 110]
brief-3: [43, 1346, 338, 1691]
brief-title: ಕಲಾ ಪ್ರದರ್ಶನ ಇಂದು: [43, 1344, 208, 1371]
highlight-title: ಅಭಿವೃದ್ಧಿಗೆ ಗಮನ ನೀಡಿ: [838, 613, 966, 632]
brief-title: 12ರೂ.ಹೆಚ್ಚಿಗೆ ಪಾವತಿ ಮಾಡಲು ನಿರ್ಧಾರ: [43, 939, 292, 991]
